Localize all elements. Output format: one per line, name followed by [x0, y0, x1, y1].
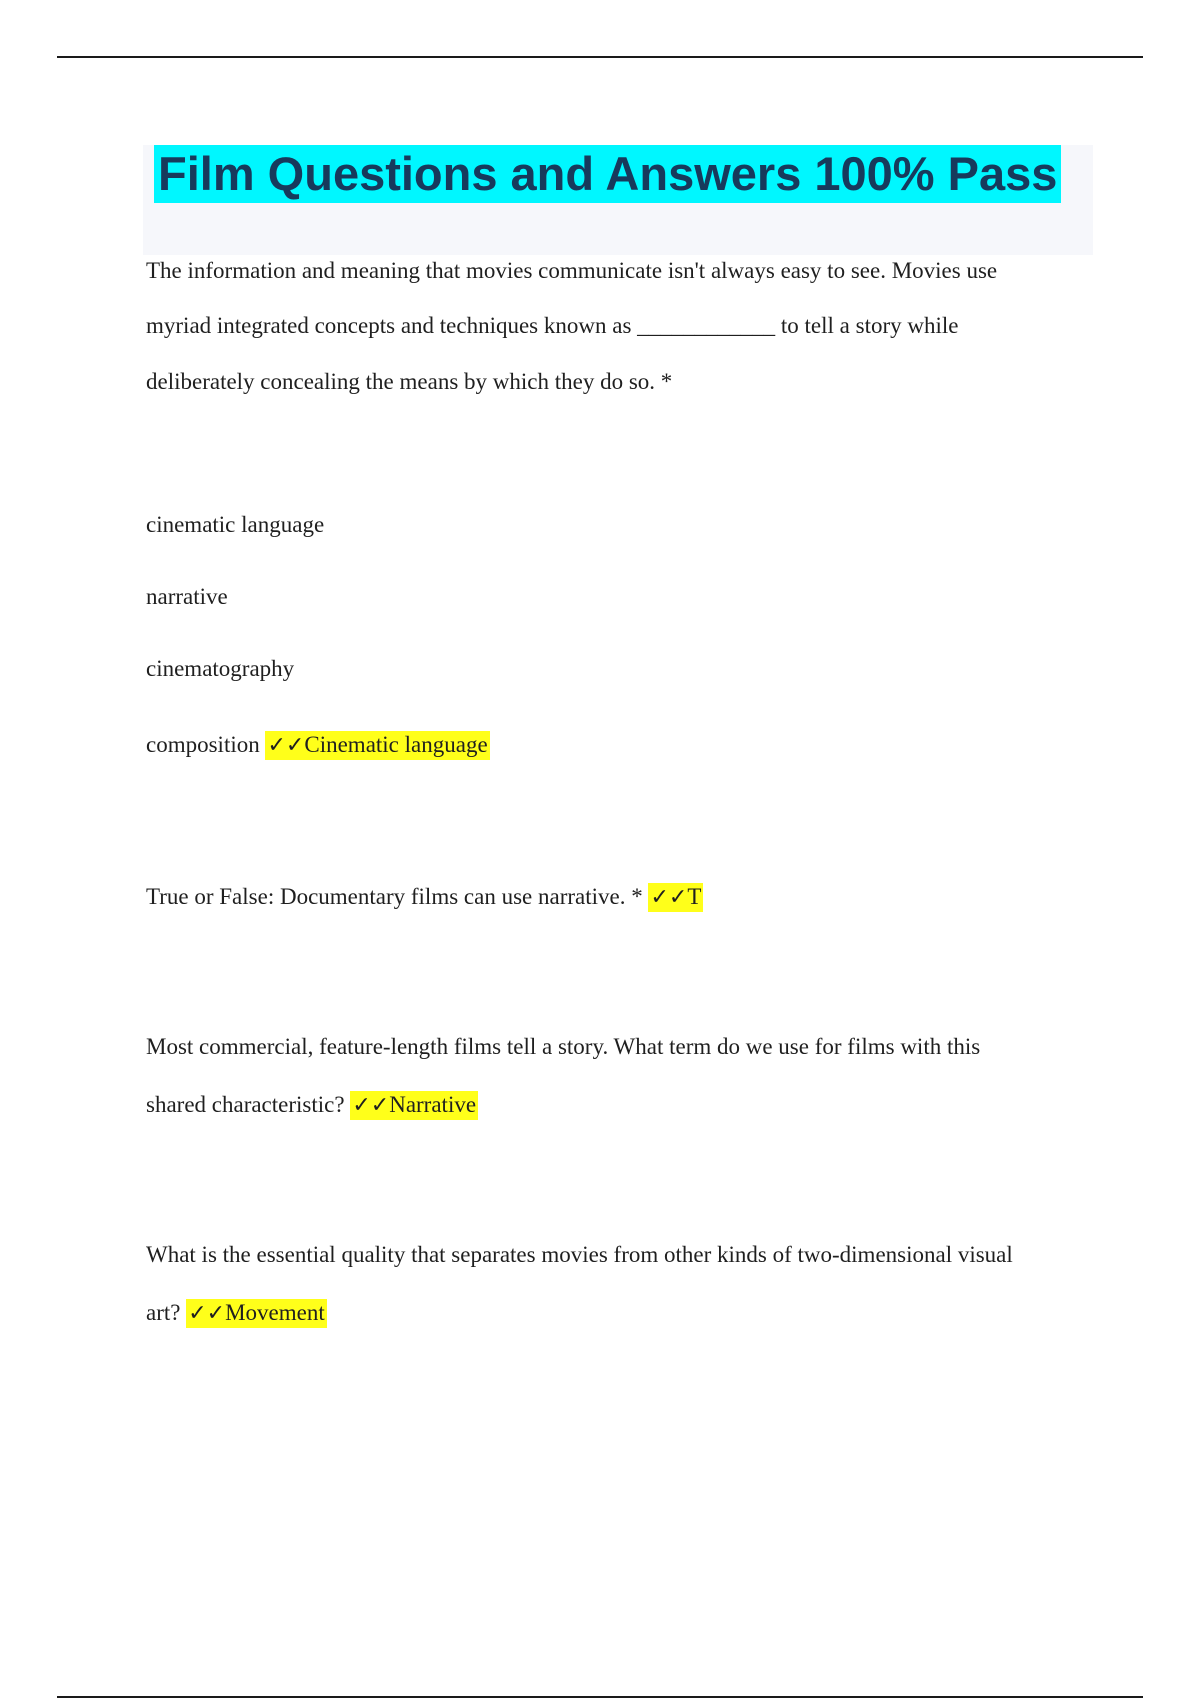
top-rule: [57, 56, 1143, 58]
question-3-line-2-row: [146, 1090, 478, 1121]
option-cinematic-language: cinematic language: [146, 512, 325, 537]
answer-highlight: [265, 731, 489, 760]
option-cinematography: cinematography: [146, 656, 295, 681]
answer-text: T: [687, 884, 702, 909]
answer-highlight: [186, 1299, 327, 1328]
question-4-line-1: What is the essential quality that separates movies from other kinds of two-dimensional visual: [146, 1242, 1013, 1267]
question-1-line-3: deliberately concealing the means by which they do so. *: [146, 369, 673, 394]
question-2-row: [146, 882, 703, 913]
double-check-icon: ✓✓: [267, 733, 305, 758]
option-composition-row: [146, 730, 490, 761]
question-4-line-2: art?: [146, 1300, 181, 1325]
question-3-line-1: Most commercial, feature-length films tell a story. What term do we use for films with this: [146, 1034, 981, 1059]
double-check-icon: ✓✓: [352, 1093, 390, 1118]
option-narrative: narrative: [146, 584, 228, 609]
bottom-rule: [57, 1696, 1143, 1698]
answer-highlight: [350, 1091, 478, 1120]
answer-text: Cinematic language: [304, 732, 488, 757]
double-check-icon: ✓✓: [650, 885, 688, 910]
double-check-icon: ✓✓: [188, 1301, 226, 1326]
question-1-line-1: The information and meaning that movies communicate isn't always easy to see. Movies use: [146, 258, 998, 283]
question-1-line-2: myriad integrated concepts and techniques known as ____________ to tell a story while: [146, 313, 959, 338]
question-2-text: True or False: Documentary films can use narrative. *: [146, 884, 643, 909]
answer-highlight: [648, 883, 703, 912]
question-3-line-2: shared characteristic?: [146, 1092, 345, 1117]
option-composition: composition: [146, 732, 260, 757]
answer-text: Movement: [225, 1300, 325, 1325]
document-title: Film Questions and Answers 100% Pass: [154, 145, 1061, 203]
question-4-line-2-row: [146, 1298, 327, 1329]
answer-text: Narrative: [389, 1092, 477, 1117]
